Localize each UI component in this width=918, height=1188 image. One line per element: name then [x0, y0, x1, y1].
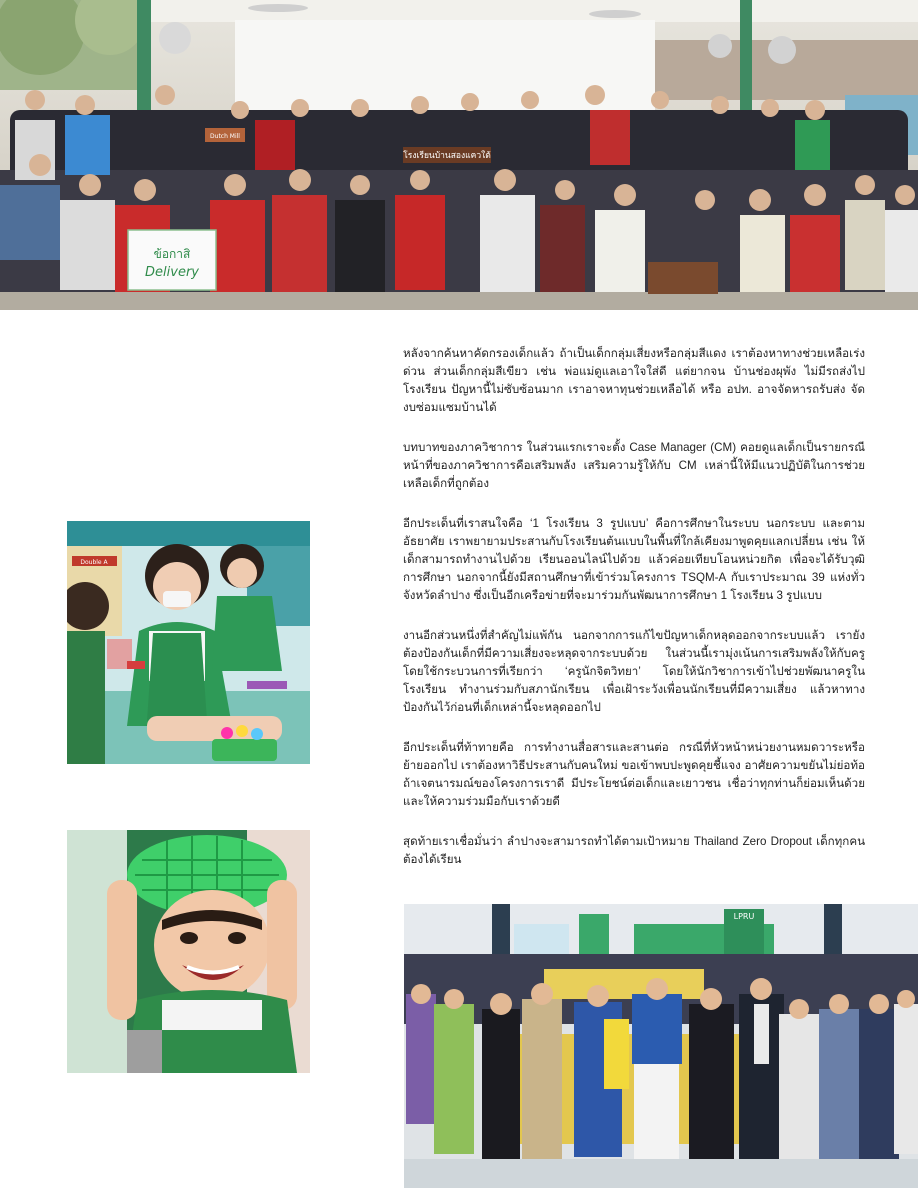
svg-text:Delivery: Delivery — [145, 265, 199, 280]
svg-text:Double A: Double A — [80, 559, 108, 566]
svg-text:Dutch Mill: Dutch Mill — [210, 133, 240, 140]
boy-with-basket-photo — [67, 830, 310, 1073]
article-paragraph: งานอีกส่วนหนึ่งที่สำคัญไม่แพ้กัน นอกจากการแก้ไขปัญหาเด็กหลุดออกจากระบบแล้ว เรายังต้องป้องกันเด็กที่มีความเสี่ยงจะหลุดจากระบบด้วย ในส่วนนี้เรามุ่งเน้นการเสริมพลังให้กับครู โดยใช้กระบวนการที่เรียกว่า ‘ครูนักจิตวิทยา’ โดยให้นักวิชาการเข้าไปช่วยพัฒนาครูในโรงเรียน ทำงานร่วมกับสภานักเรียน เพื่อเฝ้าระวังเพื่อนนักเรียนที่มีความเสี่ยง แล้วหาทางป้องกันไว้ก่อนที่เด็กเหล่านี้จะหลุดออกไป — [403, 629, 865, 714]
article-paragraph: อีกประเด็นที่เราสนใจคือ ‘1 โรงเรียน 3 รูปแบบ’ คือการศึกษาในระบบ นอกระบบ และตามอัธยาศัย เราพยายามประสานกับโรงเรียนต้นแบบในพื้นที่ใกล้เคียงมาพูดคุยแลกเปลี่ยน เช่น ให้เด็กสามารถทำงานไปด้วย เรียนออนไลน์ไปด้วย แล้วค่อยเทียบโอนหน่วยกิต เพื่อจะได้รับวุฒิการศึกษา นอกจากนี้ยังมีสถานศึกษาที่เข้าร่วมโครงการ TSQM-A กับเราประมาณ 39 แห่งทั่วจังหวัดลำปาง ซึ่งเป็นอีกเครือข่ายที่จะมาร่วมกันพัฒนาการศึกษา 1 โรงเรียน 3 รูปแบบ — [403, 517, 865, 602]
article-body — [403, 345, 865, 891]
group-photo-officials — [404, 904, 918, 1188]
girls-playing-photo — [67, 521, 310, 764]
svg-text:ข้อกาสิ: ข้อกาสิ — [153, 247, 191, 261]
school-banner: โรงเรียนบ้านสองแควใต้ — [403, 151, 491, 161]
article-paragraph: อีกประเด็นที่ท้าทายคือ การทำงานสื่อสารและสานต่อ กรณีที่หัวหน้าหน่วยงานหมดวาระหรือย้ายออกไป เราต้องหาวิธีประสานกับคนใหม่ ขอเข้าพบปะพูดคุยชี้แจง อาศัยความขยันไม่ย่อท้อ ถ้าเจตนารมณ์ของโครงการเราดี มีประโยชน์ต่อเด็กและเยาวชน เชื่อว่าทุกท่านก็ย่อมเห็นด้วยและให้ความร่วมมือกับเราด้วยดี — [403, 741, 865, 808]
article-paragraph: หลังจากค้นหาคัดกรองเด็กแล้ว ถ้าเป็นเด็กกลุ่มเสี่ยงหรือกลุ่มสีแดง เราต้องหาทางช่วยเหลือเร่งด่วน ส่วนเด็กกลุ่มสีเขียว เช่น พ่อแม่ดูแลเอาใจใส่ดี แต่ยากจน บ้านช่องผุพัง ไม่มีรถส่งไปโรงเรียน ปัญหานี้ไม่ซับซ้อนมาก เราอาจหาทุนช่วยเหลือได้ หรือ อปท. อาจจัดหารถรับส่ง จัดงบซ่อมแซมบ้านได้ — [403, 347, 865, 414]
article-paragraph: บทบาทของภาควิชาการ ในส่วนแรกเราจะตั้ง Case Manager (CM) คอยดูแลเด็กเป็นรายกรณี หน้าที่ของภาควิชาการคือเสริมพลัง เสริมความรู้ให้กับ CM เหล่านี้ให้มีแนวปฏิบัติในการช่วยเหลือเด็กที่ถูกต้อง — [403, 441, 865, 490]
group-photo-students — [0, 0, 918, 310]
delivery-sign — [128, 230, 216, 290]
article-paragraph: สุดท้ายเราเชื่อมั่นว่า ลำปางจะสามารถทำได้ตามเป้าหมาย Thailand Zero Dropout เด็กทุกคนต้องได้เรียน — [403, 835, 865, 866]
svg-text:LPRU: LPRU — [733, 912, 755, 921]
